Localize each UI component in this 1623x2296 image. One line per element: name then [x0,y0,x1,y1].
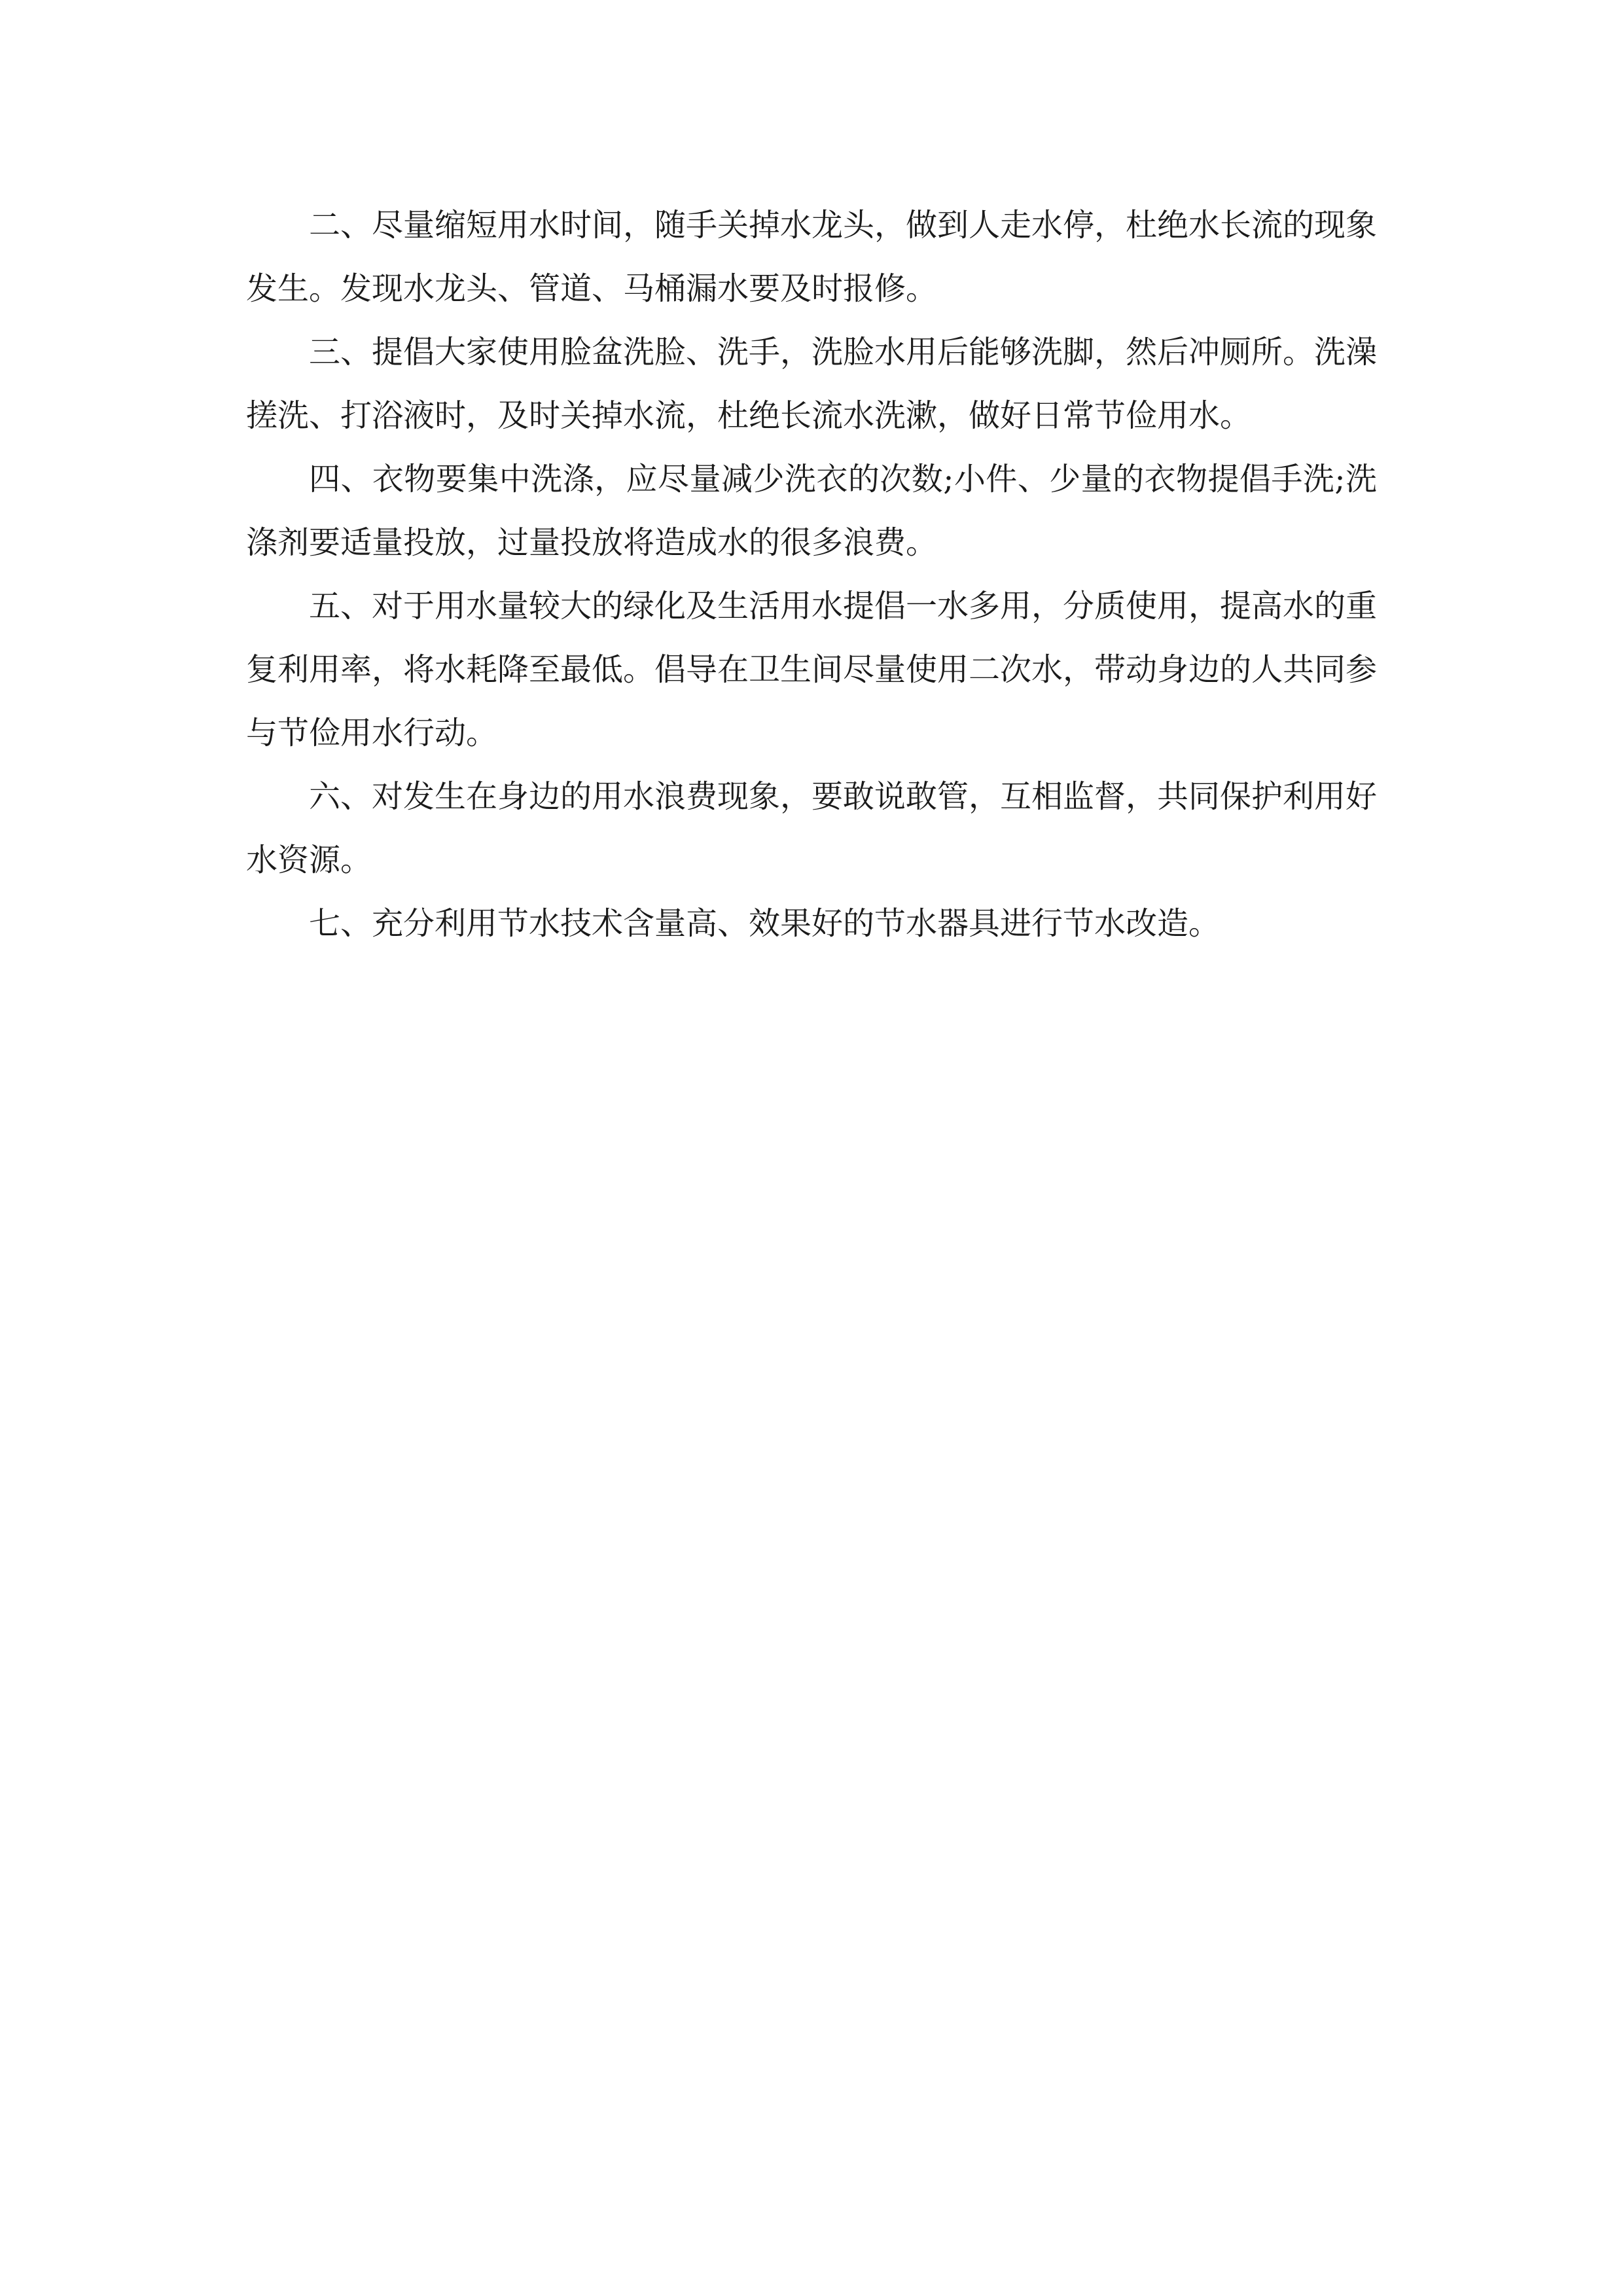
paragraph-4: 四、衣物要集中洗涤，应尽量减少洗衣的次数;小件、少量的衣物提倡手洗;洗涤剂要适量投放，过量投放将造成水的很多浪费。 [246,461,1377,561]
paragraph-6: 六、对发生在身边的用水浪费现象，要敢说敢管，互相监督，共同保护利用好水资源。 [246,778,1378,878]
paragraph-5: 五、对于用水量较大的绿化及生活用水提倡一水多用，分质使用，提高水的重复利用率，将水耗降至最低。倡导在卫生间尽量使用二次水，带动身边的人共同参与节俭用水行动。 [246,588,1378,751]
paragraph-3: 三、提倡大家使用脸盆洗脸、洗手，洗脸水用后能够洗脚，然后冲厕所。洗澡搓洗、打浴液时，及时关掉水流，杜绝长流水洗漱，做好日常节俭用水。 [246,334,1378,434]
paragraph-2: 二、尽量缩短用水时间，随手关掉水龙头，做到人走水停，杜绝水长流的现象发生。发现水龙头、管道、马桶漏水要及时报修。 [246,207,1378,307]
paragraph-7: 七、充分利用节水技术含量高、效果好的节水器具进行节水改造。 [309,905,1221,942]
document-body [246,194,1377,956]
